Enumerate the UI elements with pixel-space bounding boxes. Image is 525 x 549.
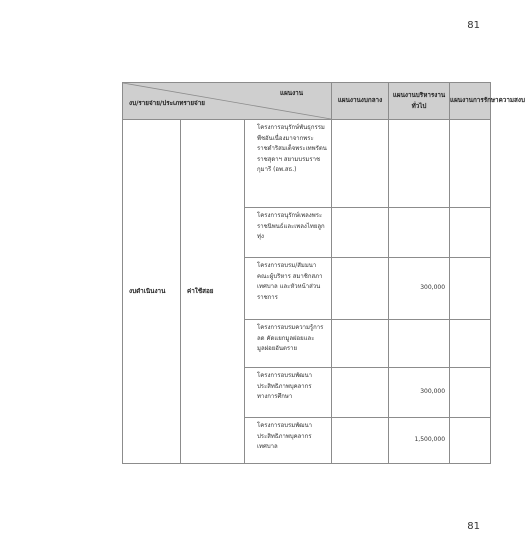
security-plan-value — [450, 208, 491, 258]
project-name: โครงการอบรมความรู้การลด คัดแยกมูลฝอยและมูลฝอยอันตราย — [245, 320, 332, 368]
project-name: โครงการอนุรักษ์พันธุกรรมพืชอันเนื่องมาจากพระราชดำริสมเด็จพระเทพรัตนราชสุดาฯ สยามบรมราชกุมารี (อพ.สธ.) — [245, 120, 332, 208]
header-corner-cell — [123, 83, 332, 120]
general-plan-value — [389, 120, 450, 208]
central-plan-value — [332, 120, 389, 208]
general-plan-value: 300,000 — [389, 368, 450, 418]
table-row — [123, 120, 491, 208]
security-plan-value — [450, 320, 491, 368]
central-plan-value — [332, 368, 389, 418]
central-plan-value — [332, 208, 389, 258]
security-plan-value — [450, 120, 491, 208]
header-plan-label: แผนงาน — [280, 90, 304, 97]
project-name: โครงการอนุรักษ์เพลงพระราชนิพนธ์และเพลงไทยลูกทุ่ง — [245, 208, 332, 258]
central-plan-value — [332, 320, 389, 368]
security-plan-value — [450, 418, 491, 464]
general-plan-value — [389, 320, 450, 368]
central-plan-value — [332, 258, 389, 320]
general-plan-value: 300,000 — [389, 258, 450, 320]
security-plan-value — [450, 368, 491, 418]
page-number-top: 81 — [467, 20, 480, 31]
project-name: โครงการอบรมพัฒนาประสิทธิภาพบุคลากรทางการศึกษา — [245, 368, 332, 418]
general-plan-value: 1,500,000 — [389, 418, 450, 464]
budget-table — [122, 82, 525, 464]
header-general-admin-plan: แผนงานบริหารงานทั่วไป — [389, 83, 450, 120]
general-plan-value — [389, 208, 450, 258]
header-security-plan: แผนงานการรักษาความสงบ — [450, 83, 491, 120]
central-plan-value — [332, 418, 389, 464]
project-name: โครงการอบรม/สัมมนาคณะผู้บริหาร สมาชิกสภาเทศบาล และหัวหน้าส่วนราชการ — [245, 258, 332, 320]
project-name: โครงการอบรมพัฒนาประสิทธิภาพบุคลากรเทศบาล — [245, 418, 332, 464]
table-header-row — [123, 83, 491, 120]
header-budget-label: งบ/รายจ่าย/ประเภทรายจ่าย — [129, 99, 205, 107]
expense-type-cell: ค่าใช้สอย — [181, 120, 245, 464]
header-central-plan: แผนงานงบกลาง — [332, 83, 389, 120]
security-plan-value — [450, 258, 491, 320]
page-number-bottom: 81 — [467, 521, 480, 532]
budget-type-cell: งบดำเนินงาน — [123, 120, 181, 464]
